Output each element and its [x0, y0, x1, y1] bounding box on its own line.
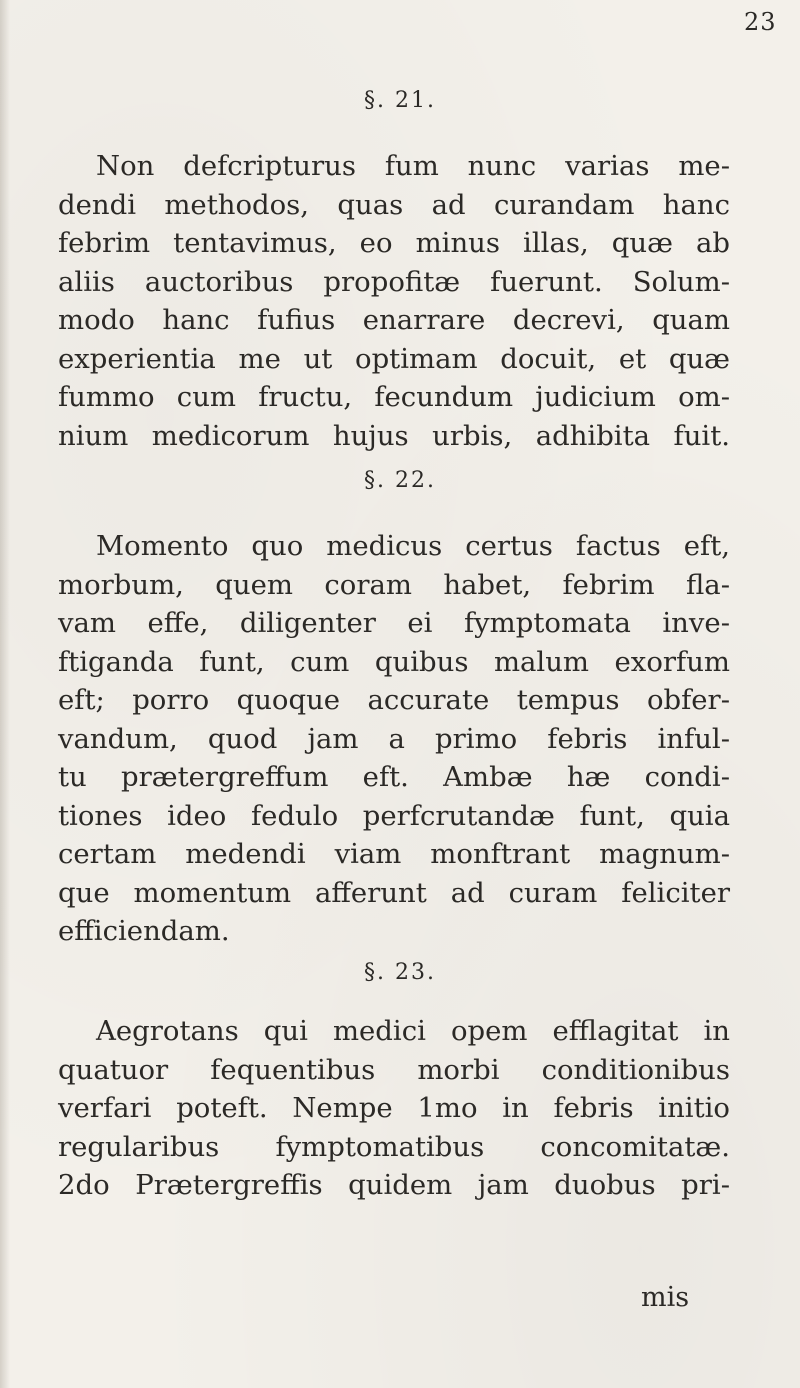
text-line: 2do Prætergreffis quidem jam duobus pri-: [58, 1169, 730, 1201]
text-line: Aegrotans qui medici opem efflagitat in: [96, 1015, 730, 1047]
paragraph-23: [58, 1012, 730, 1205]
text-line: eft; porro quoque accurate tempus obfer-: [58, 684, 730, 716]
page-gutter-shadow: [0, 0, 10, 1388]
text-line: modo hanc fufius enarrare decrevi, quam: [58, 304, 730, 336]
text-line: dendi methodos, quas ad curandam hanc: [58, 188, 730, 221]
text-line: fummo cum fructu, fecundum judicium om-: [58, 381, 730, 413]
page-number: 23: [744, 8, 777, 36]
text-line: Non defcripturus fum nunc varias me-: [96, 150, 730, 182]
section-heading-23: §. 23.: [364, 960, 436, 985]
text-line: tu prætergreffum eft. Ambæ hæ condi-: [58, 761, 730, 793]
text-line: verfari poteft. Nempe 1mo in febris initio: [58, 1092, 730, 1124]
text-line: experientia me ut optimam docuit, et quæ: [58, 342, 730, 375]
text-line: certam medendi viam monftrant magnum-: [58, 838, 730, 870]
text-line: tiones ideo fedulo perfcrutandæ funt, quia: [58, 799, 730, 832]
paragraph-21: [58, 147, 730, 455]
text-line: nium medicorum hujus urbis, adhibita fuit.: [58, 419, 730, 452]
section-heading-22: §. 22.: [364, 468, 436, 493]
text-line: quatuor fequentibus morbi conditionibus: [58, 1053, 730, 1086]
text-line: que momentum afferunt ad curam feliciter: [58, 876, 730, 909]
text-line: regularibus fymptomatibus concomitatæ.: [58, 1130, 730, 1163]
section-heading-21: §. 21.: [364, 88, 436, 113]
catchword: mis: [641, 1282, 690, 1313]
text-line: aliis auctoribus propofitæ fuerunt. Solum-: [58, 265, 730, 298]
text-line: efficiendam.: [58, 915, 230, 947]
text-line: vandum, quod jam a primo febris inful-: [58, 722, 730, 755]
text-line: ftiganda funt, cum quibus malum exorfum: [58, 645, 730, 678]
text-line: febrim tentavimus, eo minus illas, quæ ab: [58, 227, 730, 259]
text-line: Momento quo medicus certus factus eft,: [96, 530, 730, 562]
text-line: morbum, quem coram habet, febrim fla-: [58, 568, 730, 601]
text-line: vam effe, diligenter ei fymptomata inve-: [58, 607, 730, 639]
paragraph-22: [58, 527, 730, 951]
